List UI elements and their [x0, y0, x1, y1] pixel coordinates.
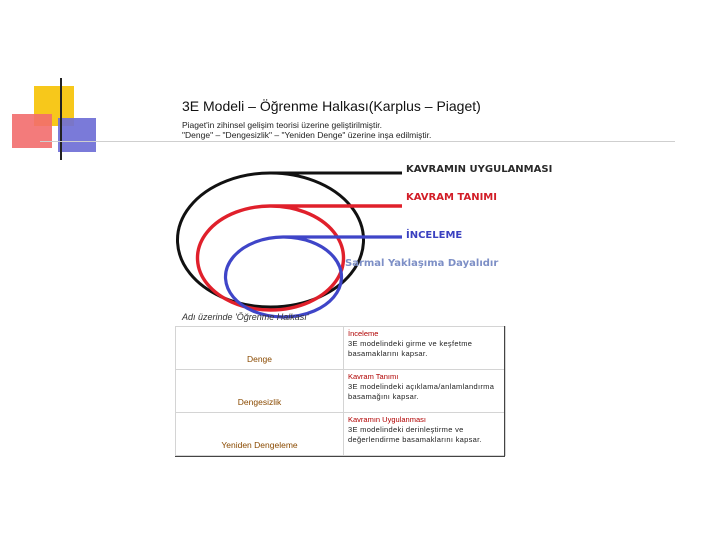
table-row	[176, 370, 506, 413]
slide-subtitle-1: Piaget'in zihinsel gelişim teorisi üzerine geliştirilmiştir.	[182, 120, 383, 130]
table-bottom-border	[175, 456, 505, 457]
label-kavram-tanimi: KAVRAM TANIMI	[406, 192, 497, 203]
label-inceleme: İNCELEME	[406, 230, 463, 241]
stage-desc-text: 3E modelindeki girme ve keşfetme basamaklarını kapsar.	[348, 339, 473, 358]
stage-desc-cell	[344, 413, 506, 456]
stage-desc-cell	[344, 370, 506, 413]
table-row	[176, 327, 506, 370]
spiral-approach-note: Sarmal Yaklaşıma Dayalıdır	[345, 258, 499, 269]
stage-desc-cell	[344, 327, 506, 370]
table-caption: Adı üzerinde 'Öğrenme Halkası'	[182, 312, 309, 322]
stage-denge: Denge	[176, 327, 344, 370]
table-right-border	[504, 326, 505, 457]
stage-table	[175, 326, 506, 456]
label-kavramin-uygulanmasi: KAVRAMIN UYGULANMASI	[406, 164, 553, 175]
stage-desc-text: 3E modelindeki derinleştirme ve değerlendirme basamaklarını kapsar.	[348, 425, 482, 444]
stage-dengesizlik: Dengesizlik	[176, 370, 344, 413]
table-row	[176, 413, 506, 456]
slide-subtitle-2: "Denge" – "Dengesizlik" – "Yeniden Denge" üzerine inşa edilmiştir.	[182, 130, 432, 140]
stage-desc-title: İnceleme	[348, 329, 379, 338]
stage-desc-title: Kavram Tanımı	[348, 372, 399, 381]
stage-desc-title: Kavramın Uygulanması	[348, 415, 426, 424]
stage-yeniden-dengeleme: Yeniden Dengeleme	[176, 413, 344, 456]
stage-desc-text: 3E modelindeki açıklama/anlamlandırma basamağını kapsar.	[348, 382, 495, 401]
slide-title: 3E Modeli – Öğrenme Halkası(Karplus – Piaget)	[182, 98, 481, 114]
